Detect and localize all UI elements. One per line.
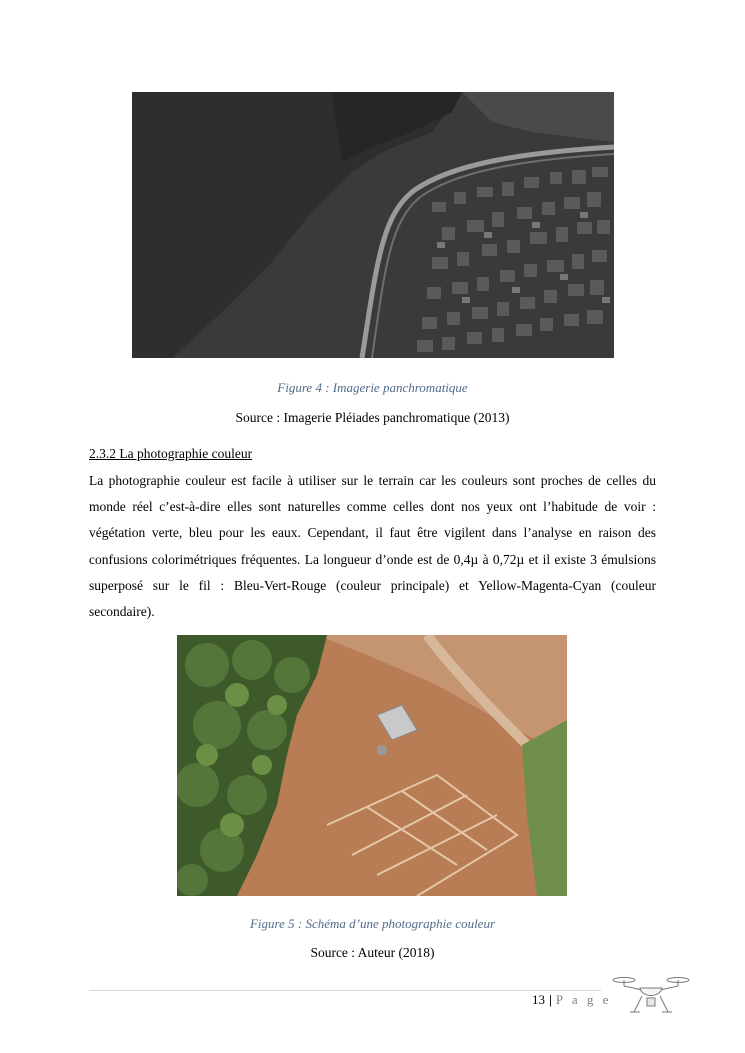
figure-5-image bbox=[177, 635, 567, 896]
figure-5-caption: Figure 5 : Schéma d’une photographie couleur bbox=[249, 916, 496, 931]
page-number bbox=[532, 992, 611, 1008]
page-word: P a g e bbox=[555, 992, 612, 1007]
figure-4-image bbox=[132, 92, 614, 358]
figure-5-source: Source : Auteur (2018) bbox=[310, 945, 435, 960]
drone-icon bbox=[612, 970, 690, 1022]
section-heading: 2.3.2 La photographie couleur bbox=[89, 446, 253, 461]
colour-photo-graphic bbox=[177, 635, 567, 896]
panchromatic-image-graphic bbox=[132, 92, 614, 358]
section-paragraph: La photographie couleur est facile à utiliser sur le terrain car les couleurs sont proches de celles du monde réel c’est-à-dire elles sont naturelles comme celles dont nos yeux ont l’habitude de voir : végétation verte, bleu pour les eaux. Cependant, il faut être vigilent dans l’analyse en raison des confusions colorimétriques fréquentes. La longueur d’onde est de 0,4µ à 0,72µ et il existe 3 émulsions superposé sur le fil : Bleu-Vert-Rouge (couleur principale) et Yellow-Magenta-Cyan (couleur secondaire). bbox=[89, 473, 656, 620]
figure-4-caption: Figure 4 : Imagerie panchromatique bbox=[277, 380, 468, 395]
page-number-value: 13 bbox=[532, 992, 545, 1007]
footer-divider bbox=[89, 990, 601, 991]
figure-4-source: Source : Imagerie Pléiades panchromatique (2013) bbox=[235, 410, 510, 425]
page-number-separator: | bbox=[549, 992, 552, 1007]
